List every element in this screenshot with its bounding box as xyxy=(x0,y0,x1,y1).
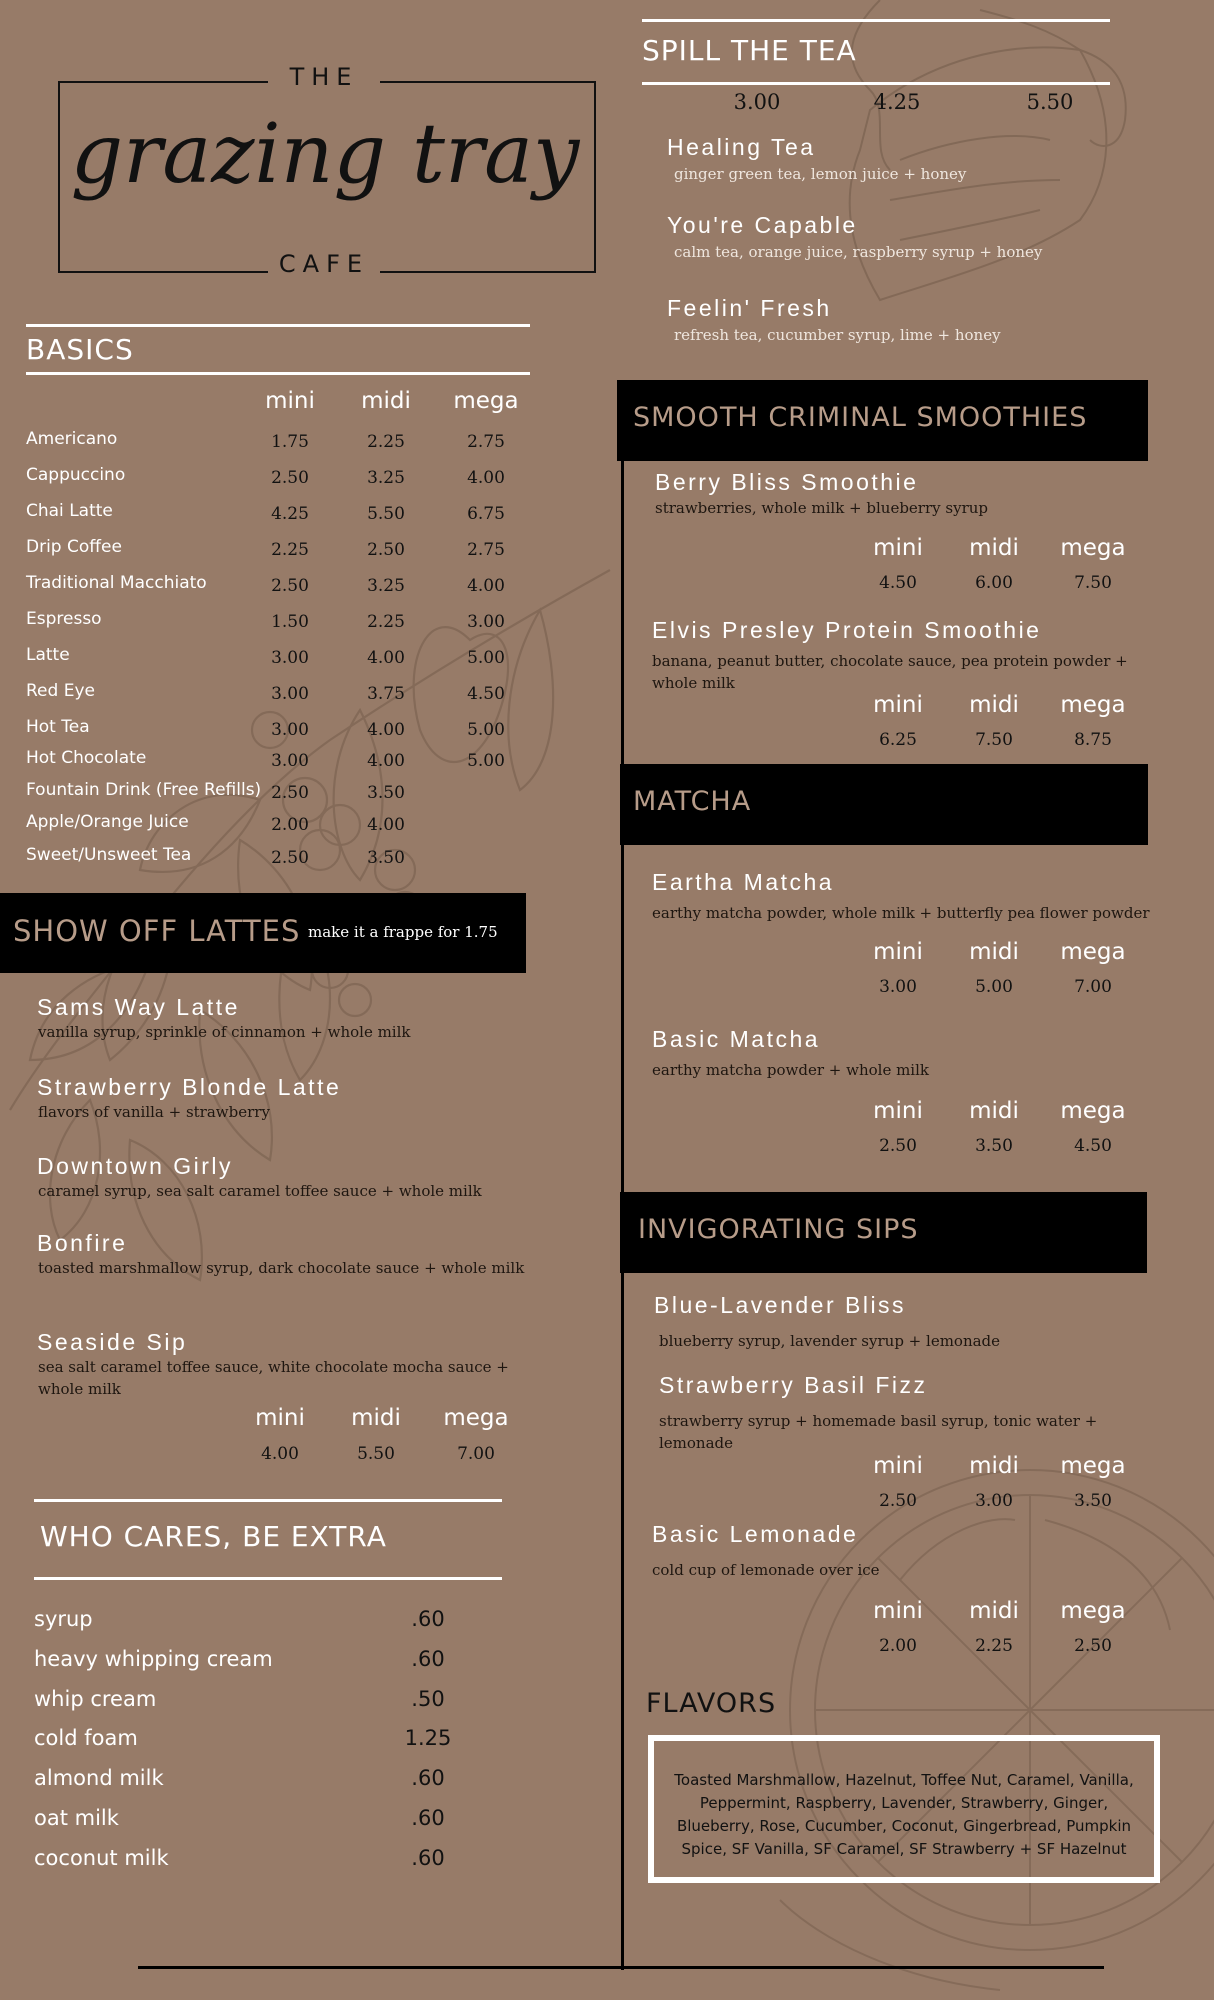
item-desc: earthy matcha powder, whole milk + butterfly pea flower powder xyxy=(652,904,1150,922)
size-label-mega: mega xyxy=(1060,1598,1126,1624)
item-name: Chai Latte xyxy=(26,501,113,521)
size-label-midi: midi xyxy=(969,535,1019,561)
item-desc: flavors of vanilla + strawberry xyxy=(38,1103,270,1121)
price-midi: 2.25 xyxy=(367,612,405,632)
size-label-midi: midi xyxy=(969,692,1019,718)
extra-name: whip cream xyxy=(34,1686,157,1711)
price-midi: 3.25 xyxy=(367,468,405,488)
price-mega: 7.00 xyxy=(1074,977,1112,997)
price-mini: 6.25 xyxy=(879,730,917,750)
price-midi: 2.25 xyxy=(367,432,405,452)
divider xyxy=(642,19,1110,22)
size-label-mega: mega xyxy=(1060,1453,1126,1479)
extra-name: cold foam xyxy=(34,1726,138,1751)
price-midi: 5.00 xyxy=(975,977,1013,997)
section-title: FLAVORS xyxy=(646,1688,777,1719)
size-label-mega: mega xyxy=(443,1405,509,1431)
price-mega: 4.00 xyxy=(467,468,505,488)
item-name: Healing Tea xyxy=(667,134,816,160)
item-name: Sweet/Unsweet Tea xyxy=(26,845,192,865)
section-title: BASICS xyxy=(26,333,134,366)
size-label-midi: midi xyxy=(969,1453,1019,1479)
item-desc: strawberries, whole milk + blueberry syrup xyxy=(655,499,988,517)
item-name: You're Capable xyxy=(667,212,858,238)
price-mega: 3.00 xyxy=(467,612,505,632)
item-desc: banana, peanut butter, chocolate sauce, pea protein powder + whole milk xyxy=(652,652,1128,692)
flavors-box xyxy=(648,1735,1160,1883)
lattes-header xyxy=(0,893,526,973)
item-desc: ginger green tea, lemon juice + honey xyxy=(674,165,967,183)
divider xyxy=(34,1499,502,1502)
price-mini: 3.00 xyxy=(271,684,309,704)
item-name: Fountain Drink (Free Refills) xyxy=(26,780,262,800)
item-name: Hot Chocolate xyxy=(26,748,147,768)
extra-price: .60 xyxy=(411,1806,445,1830)
item-name: Seaside Sip xyxy=(37,1329,188,1355)
size-label-mini: mini xyxy=(873,939,923,965)
item-desc: sea salt caramel toffee sauce, white chocolate mocha sauce + whole milk xyxy=(38,1358,509,1398)
size-label-midi: midi xyxy=(361,388,411,414)
extra-name: almond milk xyxy=(34,1766,164,1791)
item-name: Drip Coffee xyxy=(26,537,122,557)
price-mini: 4.50 xyxy=(879,573,917,593)
section-title: SHOW OFF LATTES xyxy=(13,914,301,948)
price-midi: 3.50 xyxy=(975,1136,1013,1156)
price-midi: 5.50 xyxy=(357,1444,395,1464)
item-name: Cappuccino xyxy=(26,465,126,485)
price-midi: 3.25 xyxy=(367,576,405,596)
size-label-mini: mini xyxy=(873,1453,923,1479)
price-mega: 2.75 xyxy=(467,432,505,452)
item-desc: calm tea, orange juice, raspberry syrup + honey xyxy=(674,243,1043,261)
price-midi: 4.00 xyxy=(367,648,405,668)
extra-price: 1.25 xyxy=(404,1726,452,1751)
divider xyxy=(26,372,530,375)
extra-name: coconut milk xyxy=(34,1845,169,1870)
size-label-mini: mini xyxy=(873,535,923,561)
price-mega: 3.50 xyxy=(1074,1491,1112,1511)
item-name: Strawberry Basil Fizz xyxy=(659,1372,928,1398)
price-mega: 7.00 xyxy=(457,1444,495,1464)
size-label-mega: mega xyxy=(453,388,519,414)
price-mini: 2.50 xyxy=(879,1491,917,1511)
price-mini: 2.50 xyxy=(271,848,309,868)
price-mini: 3.00 xyxy=(271,751,309,771)
price-mini: 4.00 xyxy=(261,1444,299,1464)
logo-script-text: grazing tray xyxy=(70,107,580,202)
price-mega: 5.00 xyxy=(467,648,505,668)
size-label-mega: mega xyxy=(1060,1098,1126,1124)
item-name: Basic Lemonade xyxy=(652,1521,859,1547)
extra-price: .60 xyxy=(411,1646,445,1671)
matcha-header xyxy=(620,764,1148,845)
price-mega: 4.00 xyxy=(467,576,505,596)
price-midi: 6.00 xyxy=(975,573,1013,593)
size-label-mega: mega xyxy=(1060,939,1126,965)
price-mega: 8.75 xyxy=(1074,730,1112,750)
size-label-mini: mini xyxy=(873,1598,923,1624)
item-name: Basic Matcha xyxy=(652,1026,821,1052)
logo-bottom-text: CAFE xyxy=(268,250,380,278)
item-name: Elvis Presley Protein Smoothie xyxy=(652,617,1042,643)
section-title: SPILL THE TEA xyxy=(642,34,857,67)
tea-price: 4.25 xyxy=(873,90,921,114)
item-desc: refresh tea, cucumber syrup, lime + honey xyxy=(674,326,1001,344)
flavors-text: Toasted Marshmallow, Hazelnut, Toffee Nut, Caramel, Vanilla, Peppermint, Raspberry, Lavender, Strawberry, Ginger, Blueberry, Rose, Cucumber, Coconut, Gingerbread, Pumpkin Spice, SF Vanilla, SF Caramel, SF Strawberry + SF Hazelnut xyxy=(674,1771,1134,1858)
price-mini: 2.50 xyxy=(879,1136,917,1156)
sips-header xyxy=(620,1192,1147,1273)
section-title: WHO CARES, BE EXTRA xyxy=(40,1520,387,1553)
price-midi: 3.00 xyxy=(975,1491,1013,1511)
section-title: MATCHA xyxy=(633,786,752,817)
item-desc: vanilla syrup, sprinkle of cinnamon + whole milk xyxy=(38,1023,411,1041)
section-title: SMOOTH CRIMINAL SMOOTHIES xyxy=(633,402,1088,433)
price-midi: 4.00 xyxy=(367,751,405,771)
price-midi: 7.50 xyxy=(975,730,1013,750)
price-midi: 3.75 xyxy=(367,684,405,704)
smoothies-header xyxy=(617,380,1148,461)
price-midi: 2.25 xyxy=(975,1636,1013,1656)
price-midi: 2.50 xyxy=(367,540,405,560)
frappe-note: make it a frappe for 1.75 xyxy=(308,923,498,941)
price-mini: 2.25 xyxy=(271,540,309,560)
divider xyxy=(642,82,1110,85)
extra-price: .60 xyxy=(411,1607,445,1631)
item-name: Blue-Lavender Bliss xyxy=(654,1292,907,1318)
size-label-midi: midi xyxy=(351,1405,401,1431)
section-title: INVIGORATING SIPS xyxy=(638,1214,919,1245)
item-name: Berry Bliss Smoothie xyxy=(655,469,919,495)
price-mini: 2.50 xyxy=(271,783,309,803)
size-label-mega: mega xyxy=(1060,692,1126,718)
item-name: Red Eye xyxy=(26,681,95,701)
price-mega: 2.75 xyxy=(467,540,505,560)
extra-price: .60 xyxy=(411,1845,445,1870)
price-mega: 4.50 xyxy=(467,684,505,704)
item-name: Americano xyxy=(26,429,118,449)
price-midi: 3.50 xyxy=(367,783,405,803)
price-mini: 3.00 xyxy=(271,648,309,668)
size-label-mega: mega xyxy=(1060,535,1126,561)
item-desc: strawberry syrup + homemade basil syrup, tonic water + lemonade xyxy=(659,1412,1098,1452)
item-name: Bonfire xyxy=(37,1230,128,1256)
item-name: Feelin' Fresh xyxy=(667,295,832,321)
price-mini: 2.00 xyxy=(271,815,309,835)
tea-price: 3.00 xyxy=(733,90,781,114)
extra-price: .50 xyxy=(411,1686,445,1711)
extra-price: .60 xyxy=(411,1766,445,1791)
item-name: Eartha Matcha xyxy=(652,869,835,895)
size-label-midi: midi xyxy=(969,1098,1019,1124)
item-name: Apple/Orange Juice xyxy=(26,812,189,832)
price-mega: 7.50 xyxy=(1074,573,1112,593)
size-label-mini: mini xyxy=(873,692,923,718)
price-mini: 2.50 xyxy=(271,576,309,596)
price-mini: 1.75 xyxy=(271,432,309,452)
size-label-midi: midi xyxy=(969,1598,1019,1624)
item-name: Latte xyxy=(26,645,70,665)
tea-price: 5.50 xyxy=(1026,90,1074,114)
price-mini: 2.50 xyxy=(271,468,309,488)
price-mini: 3.00 xyxy=(879,977,917,997)
item-desc: blueberry syrup, lavender syrup + lemonade xyxy=(659,1332,1001,1350)
price-mega: 5.00 xyxy=(467,751,505,771)
price-mega: 2.50 xyxy=(1074,1636,1112,1656)
item-name: Strawberry Blonde Latte xyxy=(37,1074,342,1100)
size-label-mini: mini xyxy=(873,1098,923,1124)
size-label-midi: midi xyxy=(969,939,1019,965)
item-desc: toasted marshmallow syrup, dark chocolate sauce + whole milk xyxy=(38,1259,525,1277)
extra-name: heavy whipping cream xyxy=(34,1646,273,1671)
price-mega: 4.50 xyxy=(1074,1136,1112,1156)
item-name: Espresso xyxy=(26,609,102,629)
divider xyxy=(26,324,530,327)
extra-name: syrup xyxy=(34,1607,93,1631)
item-desc: cold cup of lemonade over ice xyxy=(652,1561,880,1579)
size-label-mini: mini xyxy=(265,388,315,414)
item-name: Downtown Girly xyxy=(37,1153,234,1179)
item-desc: caramel syrup, sea salt caramel toffee sauce + whole milk xyxy=(38,1182,482,1200)
price-mini: 4.25 xyxy=(271,504,309,524)
bottom-rule xyxy=(138,1966,1104,1969)
size-label-mini: mini xyxy=(255,1405,305,1431)
divider xyxy=(34,1577,502,1580)
price-mini: 1.50 xyxy=(271,612,309,632)
item-desc: earthy matcha powder + whole milk xyxy=(652,1061,929,1079)
price-midi: 4.00 xyxy=(367,815,405,835)
item-name: Traditional Macchiato xyxy=(26,573,207,593)
item-name: Hot Tea xyxy=(26,717,90,737)
price-midi: 4.00 xyxy=(367,720,405,740)
price-midi: 3.50 xyxy=(367,848,405,868)
logo-top-text: THE xyxy=(268,63,380,91)
item-name: Sams Way Latte xyxy=(37,994,240,1020)
price-mini: 3.00 xyxy=(271,720,309,740)
price-mega: 6.75 xyxy=(467,504,505,524)
price-mega: 5.00 xyxy=(467,720,505,740)
extra-name: oat milk xyxy=(34,1806,119,1830)
price-mini: 2.00 xyxy=(879,1636,917,1656)
price-midi: 5.50 xyxy=(367,504,405,524)
